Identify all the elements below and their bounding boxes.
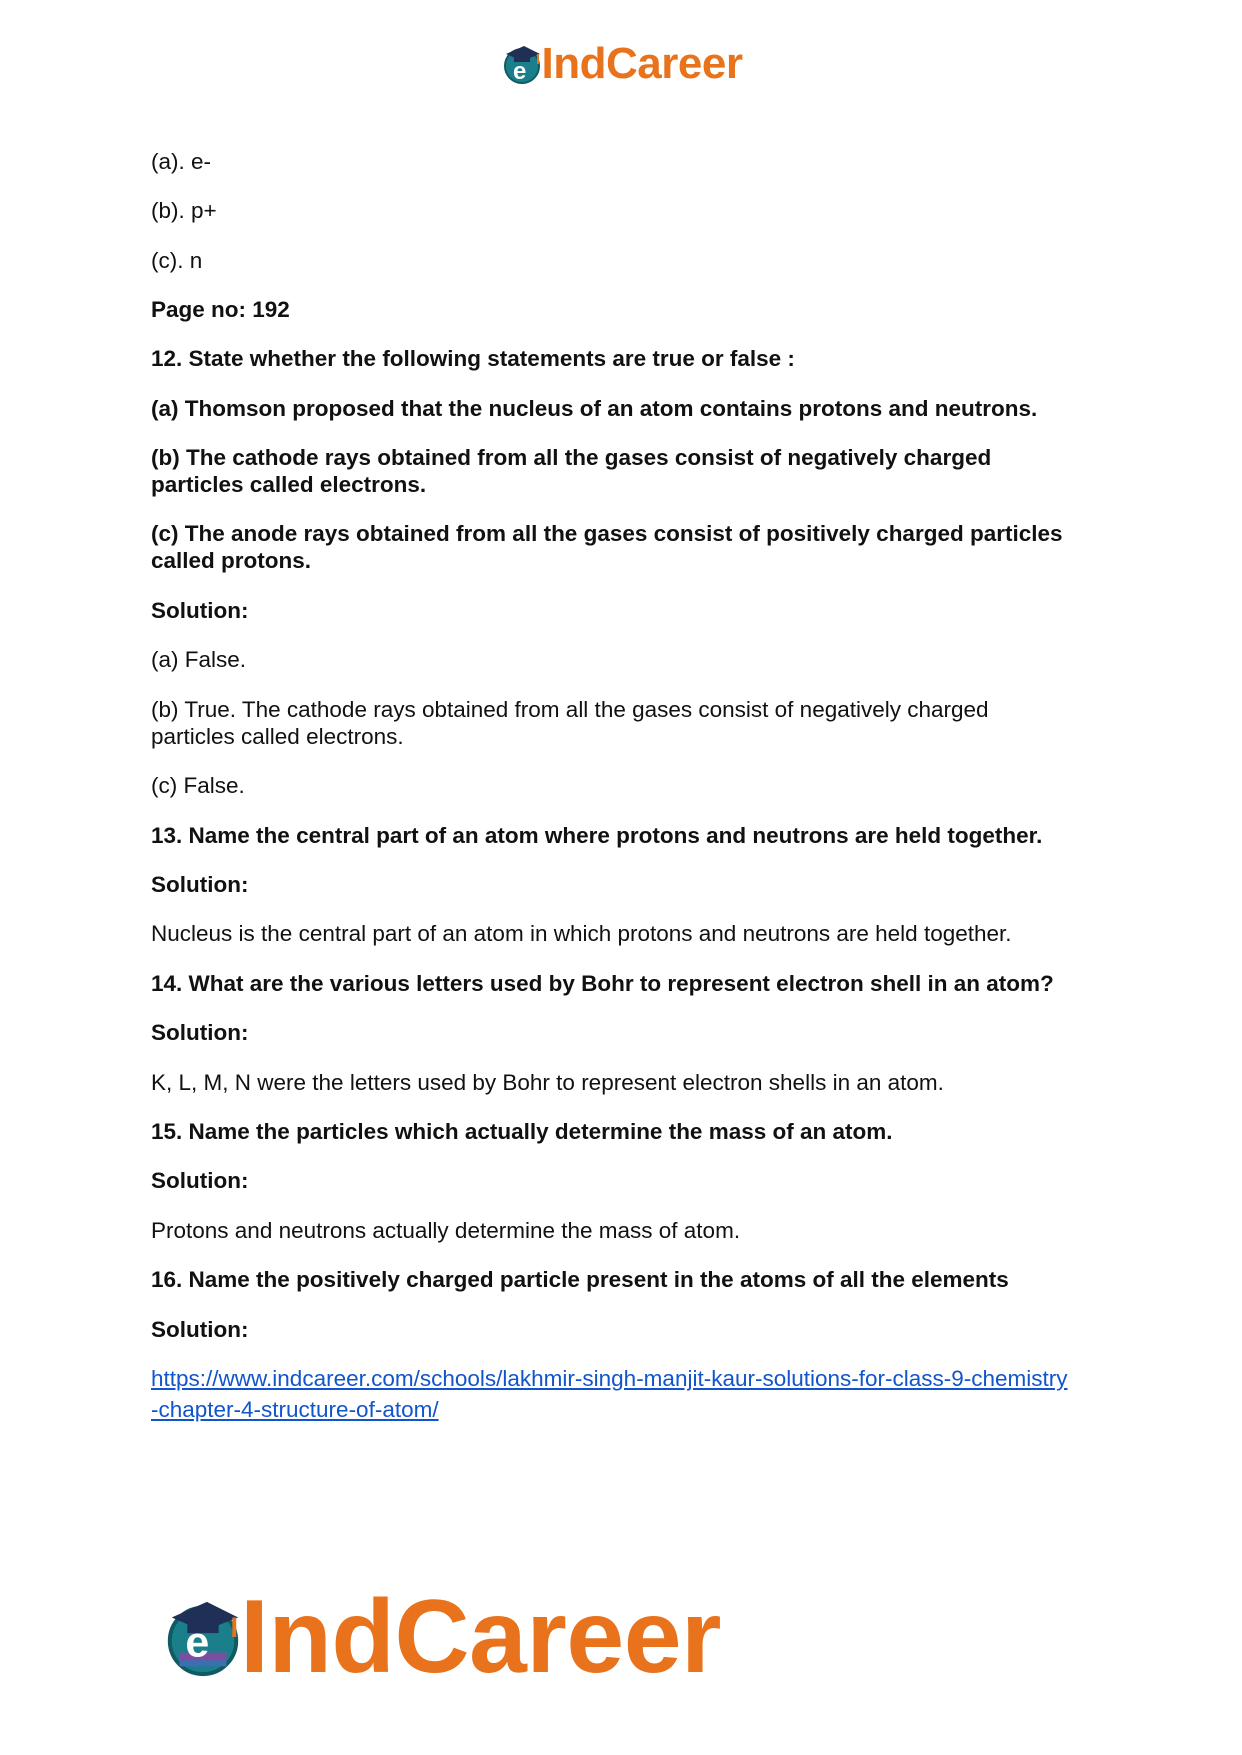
q12-answer-c: (c) False. [151,773,245,798]
logo-e-letter: e [512,58,526,85]
logo-wordmark: IndCareer [541,39,743,88]
q15-solution-label: Solution: [151,1168,249,1193]
q13-question: 13. Name the central part of an atom where protons and neutrons are held together. [151,823,1043,848]
indcareer-logo [500,39,743,88]
q14-solution-label: Solution: [151,1020,249,1045]
q13-solution-label: Solution: [151,872,249,897]
q12-statement-a: (a) Thomson proposed that the nucleus of an atom contains protons and neutrons. [151,396,1038,421]
solution-link-line1[interactable]: https://www.indcareer.com/schools/lakhmir-singh-manjit-kaur-solutions-for-class-9-chemistry [151,1366,1068,1391]
logo-wordmark: IndCareer [240,1579,722,1695]
q12-solution-label: Solution: [151,598,249,623]
footer-logo [160,1579,722,1695]
header-logo [0,39,1242,88]
q16-solution-label: Solution: [151,1317,249,1342]
q12-answer-b-line1: (b) True. The cathode rays obtained from all the gases consist of negatively charged [151,697,989,722]
option-c: (c). n [151,248,203,273]
solution-link-line2[interactable]: -chapter-4-structure-of-atom/ [151,1397,439,1422]
q14-question: 14. What are the various letters used by Bohr to represent electron shell in an atom? [151,971,1054,996]
graduation-cap-globe-icon [500,42,544,86]
q12-statement-b-line2: particles called electrons. [151,472,427,497]
q12-answer-b-line2: particles called electrons. [151,724,404,749]
q12-statement-b-line1: (b) The cathode rays obtained from all the gases consist of negatively charged [151,445,992,470]
q15-answer: Protons and neutrons actually determine the mass of atom. [151,1218,741,1243]
indcareer-logo-large [160,1579,722,1695]
q12-answer-a: (a) False. [151,647,247,672]
q12-statement-c-line2: called protons. [151,548,312,573]
q12-question: 12. State whether the following statements are true or false : [151,346,795,371]
option-b: (b). p+ [151,198,217,223]
solution-link[interactable] [151,1363,1111,1425]
logo-e-letter: e [185,1618,210,1667]
q14-answer: K, L, M, N were the letters used by Bohr to represent electron shells in an atom. [151,1070,944,1095]
q12-statement-c-line1: (c) The anode rays obtained from all the gases consist of positively charged particles [151,521,1063,546]
option-a: (a). e- [151,149,212,174]
q13-answer: Nucleus is the central part of an atom in which protons and neutrons are held together. [151,921,1012,946]
q15-question: 15. Name the particles which actually determine the mass of an atom. [151,1119,893,1144]
q16-question: 16. Name the positively charged particle present in the atoms of all the elements [151,1267,1009,1292]
page-number: Page no: 192 [151,297,290,322]
graduation-cap-globe-icon [160,1594,246,1680]
